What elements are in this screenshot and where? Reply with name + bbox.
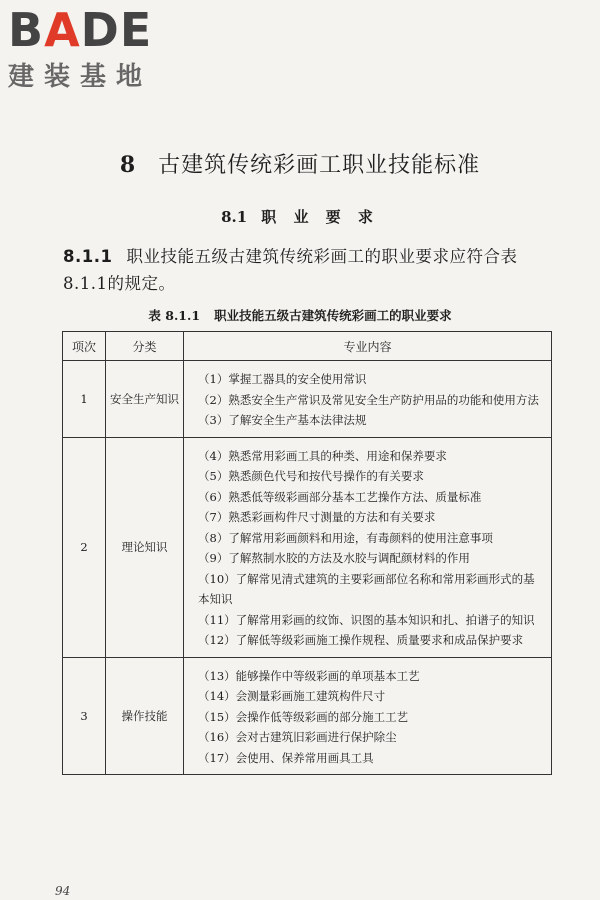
content-item: （12）了解低等级彩画施工操作规程、质量要求和成品保护要求: [198, 633, 524, 647]
row-content: [184, 361, 552, 438]
chapter-number: 8: [119, 152, 137, 178]
content-item: （17）会使用、保养常用画具工具: [198, 750, 374, 765]
row-category: 安全生产知识: [106, 361, 184, 438]
content-item: （10）了解常见清式建筑的主要彩画部位名称和常用彩画形式的基本知识: [198, 571, 535, 606]
row-content: [184, 437, 552, 657]
logo-subtitle: 建装基地: [8, 62, 153, 92]
row-category: 操作技能: [106, 657, 184, 775]
page-number: 94: [55, 884, 71, 898]
table-caption: [0, 306, 600, 324]
bade-logo: [8, 3, 153, 93]
section-title: 职 业 要 求: [261, 208, 379, 226]
header-content: 专业内容: [184, 332, 552, 361]
content-item: （14）会测量彩画施工建筑构件尺寸: [198, 689, 386, 703]
table-row: [63, 657, 552, 775]
row-category: 理论知识: [106, 437, 184, 657]
content-item: （1）掌握工器具的安全使用常识: [198, 372, 367, 386]
content-item: （3）了解安全生产基本法律法规: [198, 413, 367, 427]
row-content: [184, 657, 552, 775]
table-number: 表 8.1.1: [148, 308, 201, 323]
chapter-title: 古建筑传统彩画工职业技能标准: [158, 153, 481, 178]
table-row: [63, 361, 552, 438]
content-item: （15）会操作低等级彩画的部分施工工艺: [198, 709, 409, 724]
content-item: （13）能够操作中等级彩画的单项基本工艺: [198, 668, 420, 683]
table-row: [63, 437, 552, 657]
header-category: 分类: [106, 332, 184, 361]
logo-wordmark: BADE: [8, 3, 153, 57]
table-header-row: [63, 332, 552, 361]
table-title: 职业技能五级古建筑传统彩画工的职业要求: [214, 308, 452, 323]
row-index: 1: [63, 361, 106, 438]
section-number: 8.1: [221, 208, 248, 226]
content-item: （6）熟悉低等级彩画部分基本工艺操作方法、质量标准: [198, 489, 482, 504]
chapter-heading: [0, 148, 600, 179]
header-index: 项次: [63, 332, 106, 361]
row-index: 2: [63, 437, 106, 657]
content-item: （2）熟悉安全生产常识及常见安全生产防护用品的功能和使用方法: [198, 392, 539, 407]
content-item: （5）熟悉颜色代号和按代号操作的有关要求: [198, 469, 424, 483]
clause-number: 8.1.1: [63, 247, 113, 266]
content-item: （11）了解常用彩画的纹饰、识图的基本知识和扎、拍谱子的知识: [198, 612, 535, 627]
section-heading: [0, 206, 600, 227]
clause-paragraph: [63, 243, 553, 297]
requirements-table: [62, 331, 552, 775]
clause-text: 职业技能五级古建筑传统彩画工的职业要求应符合表8.1.1的规定。: [63, 247, 518, 293]
content-item: （9）了解熬制水胶的方法及水胶与调配颜材料的作用: [198, 551, 470, 565]
content-item: （8）了解常用彩画颜料和用途，有毒颜料的使用注意事项: [198, 530, 493, 545]
content-item: （7）熟悉彩画构件尺寸测量的方法和有关要求: [198, 510, 436, 524]
row-index: 3: [63, 657, 106, 775]
content-item: （16）会对古建筑旧彩画进行保护除尘: [198, 730, 397, 744]
content-item: （4）熟悉常用彩画工具的种类、用途和保养要求: [198, 448, 447, 463]
